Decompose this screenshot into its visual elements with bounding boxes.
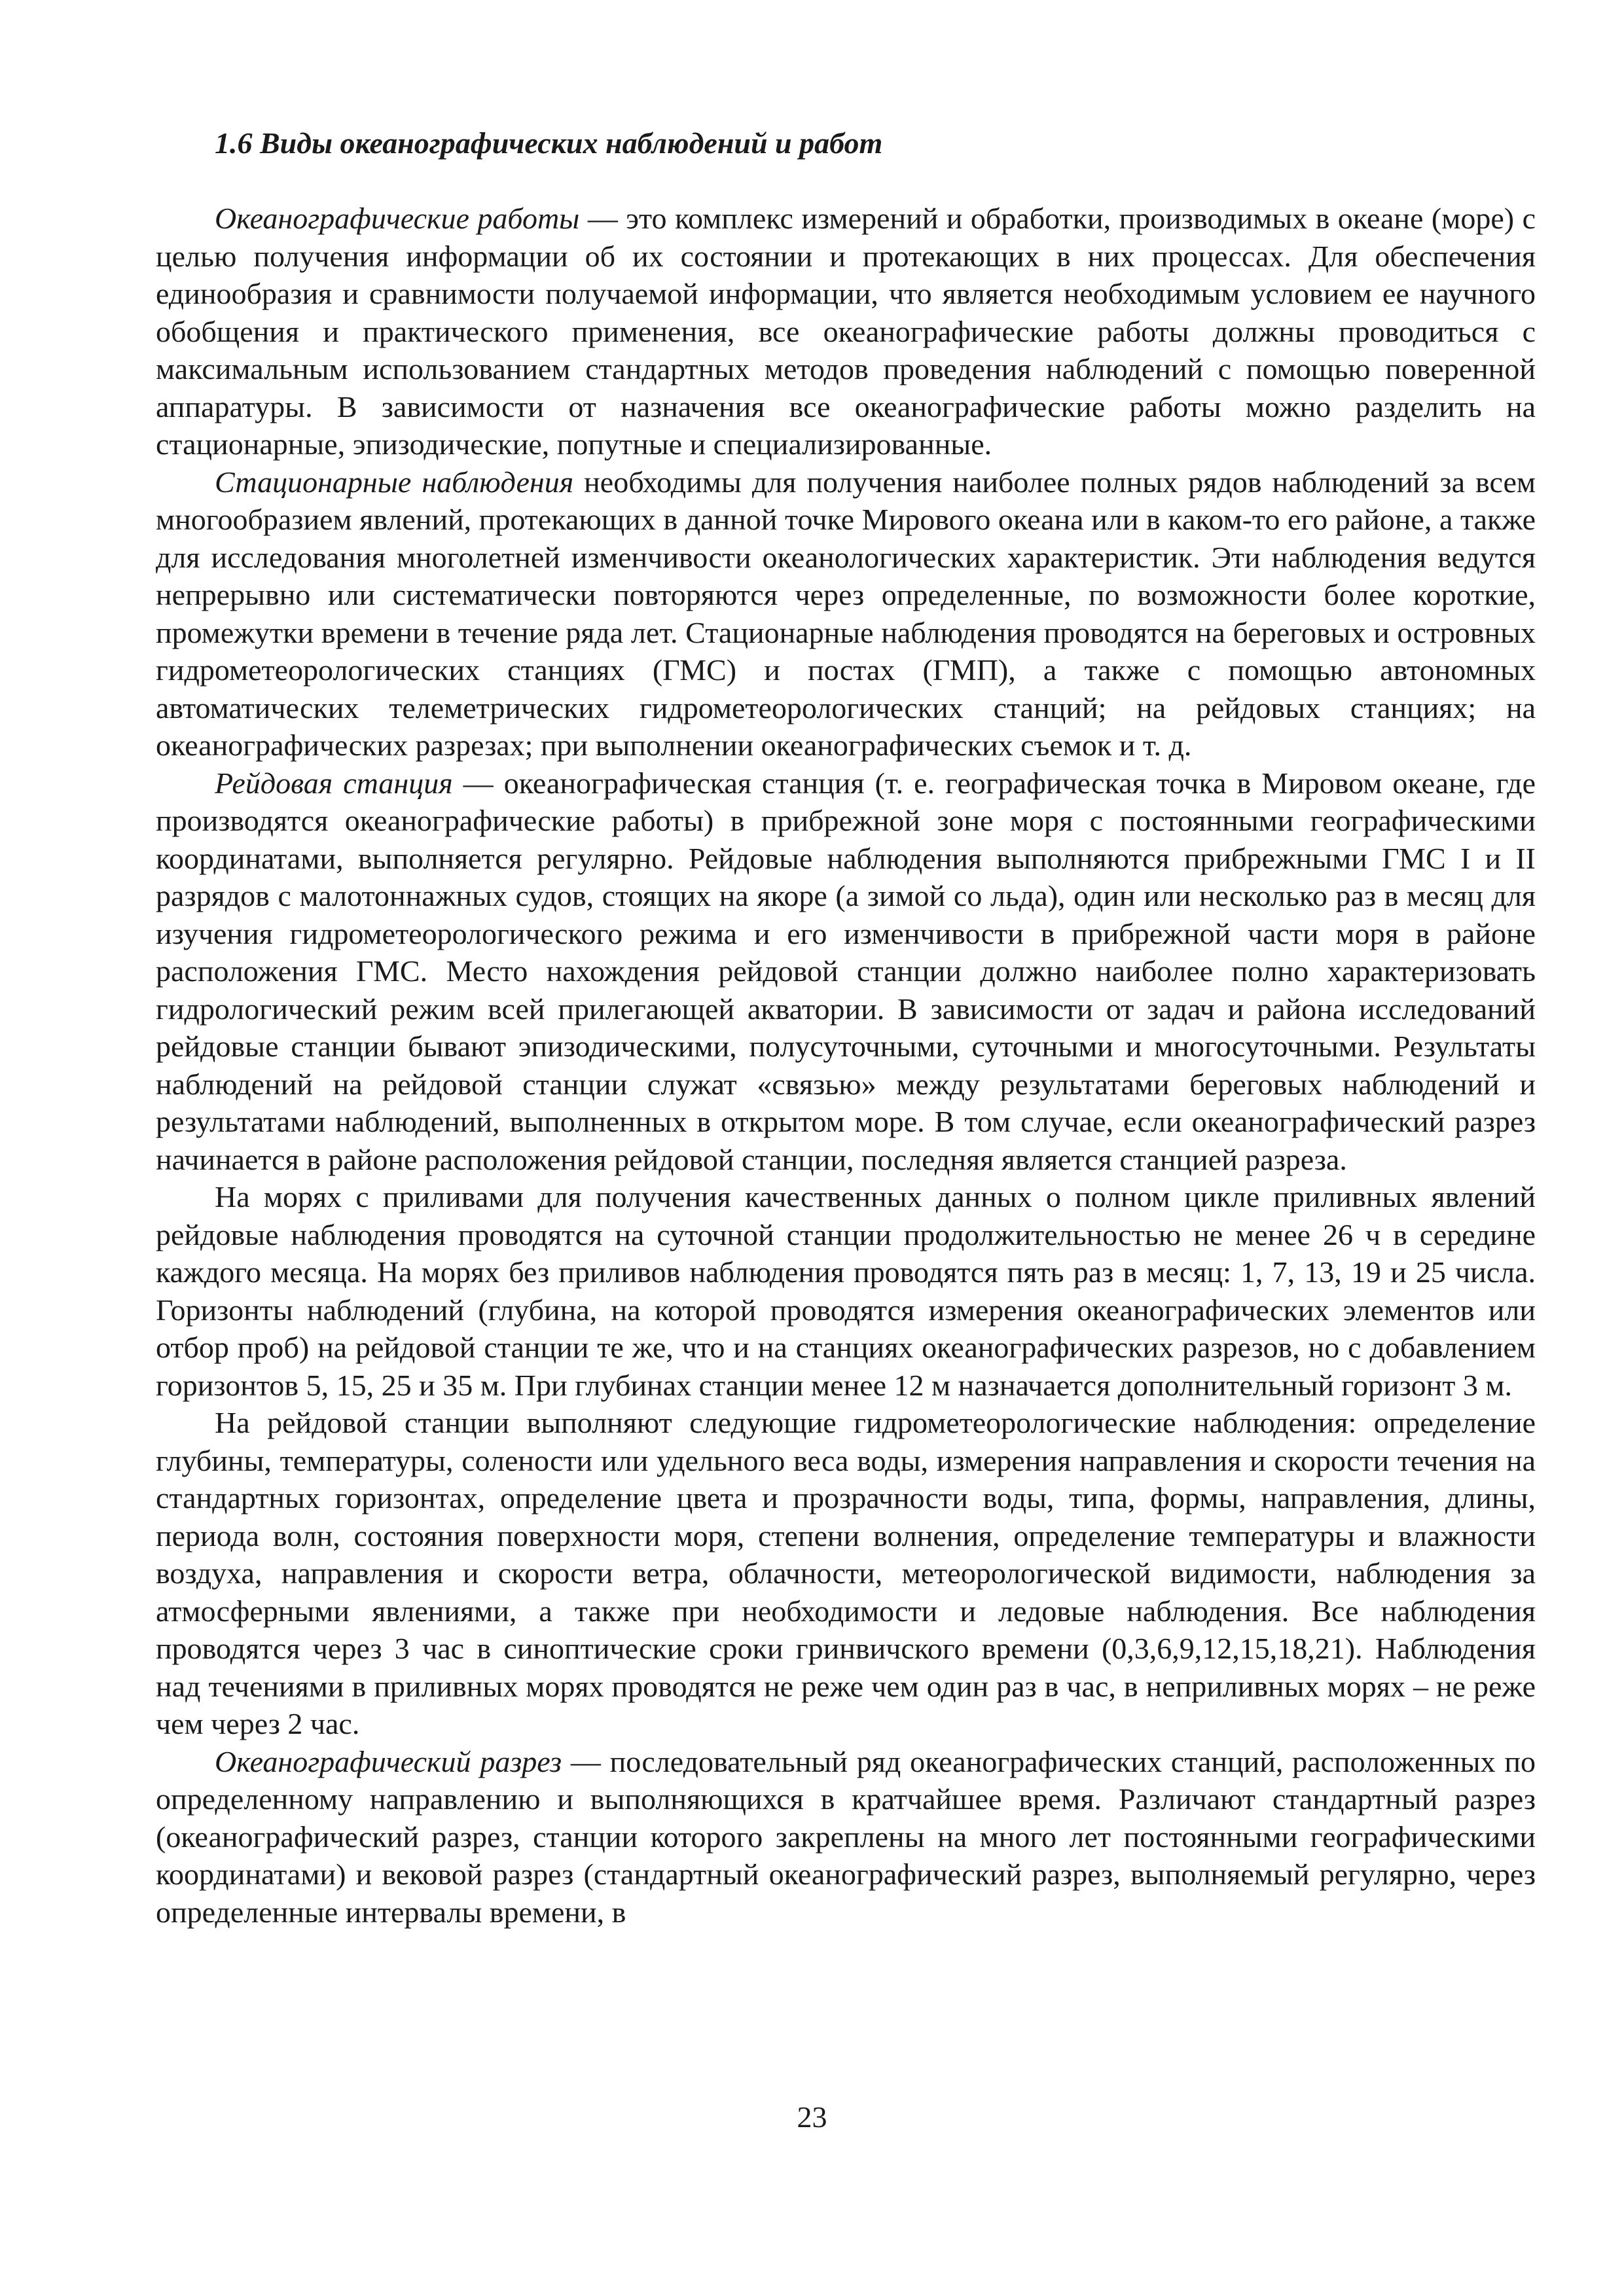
paragraph-roadstead-station: [156, 764, 1536, 1179]
term-oceanographic-section: Океанографический разрез: [215, 1744, 562, 1778]
term-oceanographic-works: Океанографические работы: [215, 202, 580, 235]
heading-spacer: [156, 162, 1536, 200]
document-page: [156, 124, 1536, 1931]
term-stationary-observations: Стационарные наблюдения: [215, 465, 574, 499]
paragraph-stationary-observations: [156, 463, 1536, 764]
term-roadstead-station: Рейдовая станция: [215, 766, 453, 800]
paragraph-oceanographic-works: [156, 200, 1536, 463]
paragraph-text: необходимы для получения наиболее полных рядов наблюдений за всем многообразием явлений, протекающих в данной точке Мирового океана или в каком-то его районе, а также для исследования многолетней изменчивости океанологических характеристик. Эти наблюдения ведутся непрерывно или систематически повторяются через определенные, по возможности более короткие, промежутки времени в течение ряда лет. Стационарные наблюдения проводятся на береговых и островных гидрометеорологических станциях (ГМС) и постах (ГМП), а также с помощью автономных автоматических телеметрических гидрометеорологических станций; на рейдовых станциях; на океанографических разрезах; при выполнении океанографических съемок и т. д.: [156, 465, 1536, 762]
paragraph-tidal-seas: [156, 1178, 1536, 1404]
paragraph-text: — это комплекс измерений и обработки, производимых в океане (море) с целью получения информации об их состоянии и протекающих в них процессах. Для обеспечения единообразия и сравнимости получаемой информации, что является необходимым условием ее научного обобщения и практического применения, все океанографические работы должны проводиться с максимальным использованием стандартных методов проведения наблюдений с помощью поверенной аппаратуры. В зависимости от назначения все океанографические работы можно разделить на стационарные, эпизодические, попутные и специализированные.: [156, 202, 1536, 461]
paragraph-text: — океанографическая станция (т. е. географическая точка в Мировом океане, где производятся океанографические работы) в прибрежной зоне моря с постоянными географическими координатами, выполняется регулярно. Рейдовые наблюдения выполняются прибрежными ГМС I и II разрядов с малотоннажных судов, стоящих на якоре (а зимой со льда), один или несколько раз в месяц для изучения гидрометеорологического режима и его изменчивости в прибрежной части моря в районе расположения ГМС. Место нахождения рейдовой станции должно наиболее полно характеризовать гидрологический режим всей прилегающей акватории. В зависимости от задач и района исследований рейдовые станции бывают эпизодическими, полусуточными, суточными и многосуточными. Результаты наблюдений на рейдовой станции служат «связью» между результатами береговых наблюдений и результатами наблюдений, выполненных в открытом море. В том случае, если океанографический разрез начинается в районе расположения рейдовой станции, последняя является станцией разреза.: [156, 766, 1536, 1176]
paragraph-text: На рейдовой станции выполняют следующие гидрометеорологические наблюдения: определение глубины, температуры, солености или удельного веса воды, измерения направления и скорости течения на стандартных горизонтах, определение цвета и прозрачности воды, типа, формы, направления, длины, периода волн, состояния поверхности моря, степени волнения, определение температуры и влажности воздуха, направления и скорости ветра, облачности, метеорологической видимости, наблюдения за атмосферными явлениями, а также при необходимости и ледовые наблюдения. Все наблюдения проводятся через 3 час в синоптические сроки гринвичского времени (0,3,6,9,12,15,18,21). Наблюдения над течениями в приливных морях проводятся не реже чем один раз в час, в неприливных морях – не реже чем через 2 час.: [156, 1406, 1536, 1740]
paragraph-oceanographic-section: [156, 1743, 1536, 1931]
paragraph-text: — последовательный ряд океанографических станций, расположенных по определенному направлению и выполняющихся в кратчайшее время. Различают стандартный разрез (океанографический разрез, станции которого закреплены на много лет постоянными географическими координатами) и вековой разрез (стандартный океанографический разрез, выполняемый регулярно, через определенные интервалы времени, в: [156, 1744, 1536, 1929]
paragraph-observations-list: [156, 1404, 1536, 1743]
paragraph-text: На морях с приливами для получения качественных данных о полном цикле приливных явлений рейдовые наблюдения проводятся на суточной станции продолжительностью не менее 26 ч в середине каждого месяца. На морях без приливов наблюдения проводятся пять раз в месяц: 1, 7, 13, 19 и 25 числа. Горизонты наблюдений (глубина, на которой проводятся измерения океанографических элементов или отбор проб) на рейдовой станции те же, что и на станциях океанографических разрезов, но с добавлением горизонтов 5, 15, 25 и 35 м. При глубинах станции менее 12 м назначается дополнительный горизонт 3 м.: [156, 1180, 1536, 1402]
page-number: 23: [797, 2100, 827, 2134]
section-heading: 1.6 Виды океанографических наблюдений и работ: [215, 126, 883, 160]
